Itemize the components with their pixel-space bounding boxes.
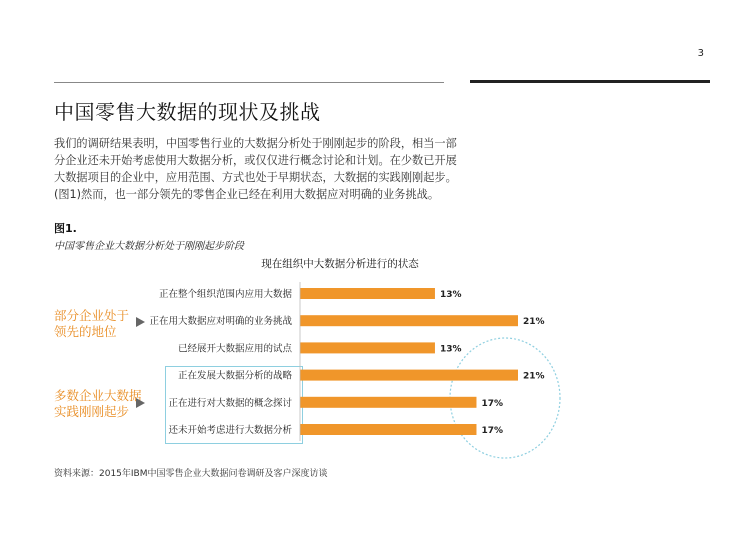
category-label: 正在进行对大数据的概念探讨 (168, 397, 292, 409)
category-label: 正在用大数据应对明确的业务挑战 (149, 316, 292, 328)
figure-subtitle: 中国零售企业大数据分析处于刚刚起步阶段 (54, 241, 244, 252)
bar (300, 370, 518, 381)
page-title: 中国零售大数据的现状及挑战 (54, 100, 321, 124)
category-label: 正在发展大数据分析的战略 (177, 370, 292, 382)
value-label: 17% (481, 398, 504, 409)
category-label: 已经展开大数据应用的试点 (177, 343, 292, 355)
bar (300, 397, 476, 408)
value-label: 13% (439, 344, 462, 355)
category-label: 正在整个组织范围内应用大数据 (158, 289, 292, 300)
value-label: 17% (481, 426, 504, 436)
bar (300, 288, 435, 299)
body-paragraph: 我们的调研结果表明，中国零售行业的大数据分析处于刚刚起步的阶段，相当一部分企业还未开始考虑使用大数据分析，或仅仅进行概念讨论和计划。在少数已开展大数据项目的企业中，应用范围、方式也处于早期状态，大数据的实践刚刚起步。(图1)然而，也一部分领先的零售企业已经在利用大数据应对明确的业务挑战。 (54, 137, 457, 201)
source-note: 资料来源：2015年IBM中国零售企业大数据问卷调研及客户深度访谈 (54, 469, 328, 479)
group-label-starting: 多数企业大数据实践刚刚起步 (54, 388, 142, 419)
page-number: 3 (697, 48, 704, 59)
value-label: 21% (523, 317, 545, 328)
figure-label: 图1. (54, 222, 77, 235)
value-label: 21% (523, 371, 545, 382)
bar (300, 424, 476, 435)
category-label: 还未开始考虑进行大数据分析 (168, 425, 292, 436)
bar (300, 315, 518, 326)
chart-title: 现在组织中大数据分析进行的状态 (261, 258, 419, 270)
bar (300, 342, 435, 353)
value-label: 13% (439, 290, 462, 300)
group-label-leading: 部分企业处于领先的地位 (54, 308, 130, 339)
